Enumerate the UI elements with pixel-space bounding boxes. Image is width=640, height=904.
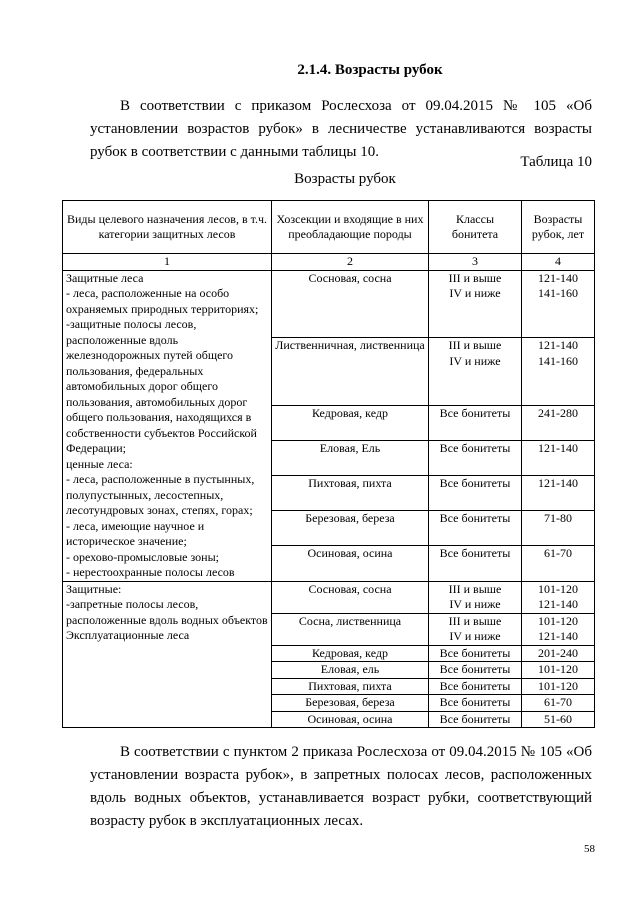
bonitet-class-value: Все бонитеты <box>439 406 511 421</box>
cutting-age-value: 141-160 <box>538 286 578 300</box>
species-section: Кедровая, кедр <box>272 645 429 662</box>
purpose-line: - леса, расположенные в пустынных, полупустынных, лесостепных, лесотундровых зонах, степях, горах; <box>66 472 255 517</box>
header-age: Возрасты рубок, лет <box>522 201 595 254</box>
cutting-age <box>522 338 595 406</box>
cutting-age <box>522 645 595 662</box>
cutting-age-value: 61-70 <box>544 546 572 561</box>
table-body <box>63 270 595 728</box>
cutting-age-value: 101-120 <box>538 678 578 693</box>
bonitet-class <box>429 476 522 511</box>
species-section: Сосна, лиственница <box>272 613 429 645</box>
bonitet-class <box>429 711 522 728</box>
table-title: Возрасты рубок <box>294 171 396 187</box>
cutting-age <box>522 711 595 728</box>
bonitet-class-value: IV и ниже <box>449 629 501 643</box>
bonitet-class-value: Все бонитеты <box>439 645 511 660</box>
purpose-line: -защитные полосы лесов, расположенные вдоль железнодорожных путей общего пользования, федеральных автомобильных дорог общего пользования, автомобильных дорог общего пользования, находящихся в собственности субъектов Российской Федерации; <box>66 317 257 455</box>
species-section: Сосновая, сосна <box>272 581 429 613</box>
bonitet-class <box>429 546 522 581</box>
cutting-age <box>522 678 595 695</box>
bonitet-class-value: III и выше <box>448 581 502 596</box>
bonitet-class <box>429 270 522 338</box>
purpose-line: - нерестоохранные полосы лесов <box>66 565 235 579</box>
bonitet-class <box>429 645 522 662</box>
table-header-row <box>63 201 595 254</box>
cutting-age <box>522 613 595 645</box>
cutting-age <box>522 511 595 546</box>
col-number: 4 <box>522 254 595 271</box>
section-heading: 2.1.4. Возрасты рубок <box>297 62 443 78</box>
col-number: 2 <box>272 254 429 271</box>
species-section: Сосновая, сосна <box>272 270 429 338</box>
cutting-age-value: 121-140 <box>538 476 578 491</box>
bonitet-class-value: Все бонитеты <box>439 678 511 693</box>
bonitet-class-value: III и выше <box>448 613 502 628</box>
cutting-age-value: 121-140 <box>538 597 578 611</box>
col-number: 3 <box>429 254 522 271</box>
cutting-age <box>522 270 595 338</box>
purpose-line: Защитные леса <box>66 270 144 285</box>
cutting-age-value: 121-140 <box>538 270 578 285</box>
header-class: Классы бонитета <box>429 201 522 254</box>
purpose-line: - леса, имеющие научное и историческое значение; <box>66 518 205 548</box>
species-section: Осиновая, осина <box>272 546 429 581</box>
cutting-age-value: 101-120 <box>538 662 578 676</box>
bonitet-class-value: Все бонитеты <box>439 695 511 709</box>
page-number: 58 <box>584 843 595 855</box>
bonitet-class-value: IV и ниже <box>449 286 501 300</box>
bonitet-class <box>429 338 522 406</box>
closing-paragraph: В соответствии с пунктом 2 приказа Рослесхоза от 09.04.2015 № 105 «Об установлении возраста рубок», в запретных полосах лесов, расположенных вдоль водных объектов, устанавливается возраст рубки, соответствующий возрасту рубок в эксплуатационных лесах. <box>90 744 592 829</box>
cutting-age <box>522 476 595 511</box>
cutting-age-value: 101-120 <box>538 581 578 596</box>
bonitet-class <box>429 613 522 645</box>
cutting-age-value: 201-240 <box>538 645 578 660</box>
table-row <box>63 270 595 338</box>
bonitet-class <box>429 441 522 476</box>
cutting-age-value: 141-160 <box>538 353 578 368</box>
species-section: Осиновая, осина <box>272 711 429 728</box>
bonitet-class-value: IV и ниже <box>449 597 501 611</box>
header-purpose: Виды целевого назначения лесов, в т.ч. категории защитных лесов <box>63 201 272 254</box>
species-section: Кедровая, кедр <box>272 406 429 441</box>
cutting-age <box>522 581 595 613</box>
cutting-age-value: 101-120 <box>538 613 578 628</box>
species-section: Пихтовая, пихта <box>272 476 429 511</box>
species-section: Пихтовая, пихта <box>272 678 429 695</box>
bonitet-class-value: Все бонитеты <box>439 476 511 491</box>
bonitet-class <box>429 678 522 695</box>
bonitet-class-value: Все бонитеты <box>439 662 511 676</box>
cutting-age-value: 121-140 <box>538 338 578 353</box>
purpose-line: Эксплуатационные леса <box>66 628 190 642</box>
bonitet-class-value: IV и ниже <box>449 353 501 368</box>
species-section: Березовая, береза <box>272 511 429 546</box>
purpose-line: Защитные: <box>66 581 122 596</box>
cutting-age-value: 61-70 <box>544 695 572 709</box>
purpose-description <box>63 581 272 728</box>
bonitet-class-value: Все бонитеты <box>439 711 511 726</box>
bonitet-class-value: III и выше <box>448 270 502 285</box>
table-row <box>63 581 595 613</box>
cutting-age <box>522 441 595 476</box>
bonitet-class-value: Все бонитеты <box>439 441 511 456</box>
bonitet-class-value: III и выше <box>448 338 502 353</box>
bonitet-class-value: Все бонитеты <box>439 511 511 526</box>
bonitet-class <box>429 695 522 712</box>
intro-paragraph: В соответствии с приказом Рослесхоза от 09.04.2015 № 105 «Об установлении возрастов рубок» в лесничестве устанавливаются возрасты рубок в соответствии с данными таблицы 10. <box>90 98 592 160</box>
cutting-age-table <box>62 200 595 728</box>
purpose-line: -запретные полосы лесов, расположенные вдоль водных объектов <box>66 597 268 627</box>
cutting-age-value: 121-140 <box>538 441 578 456</box>
purpose-line: - леса, расположенные на особо охраняемых природных территориях; <box>66 286 259 316</box>
bonitet-class-value: Все бонитеты <box>439 546 511 561</box>
col-number: 1 <box>63 254 272 271</box>
species-section: Еловая, ель <box>272 662 429 679</box>
cutting-age-value: 71-80 <box>544 511 572 526</box>
purpose-line: - орехово-промысловые зоны; <box>66 549 219 564</box>
species-section: Еловая, Ель <box>272 441 429 476</box>
bonitet-class <box>429 511 522 546</box>
header-section: Хозсекции и входящие в них преобладающие породы <box>272 201 429 254</box>
cutting-age <box>522 695 595 712</box>
bonitet-class <box>429 662 522 679</box>
bonitet-class <box>429 581 522 613</box>
cutting-age-value: 121-140 <box>538 629 578 643</box>
cutting-age-value: 241-280 <box>538 406 578 421</box>
cutting-age <box>522 662 595 679</box>
purpose-description <box>63 270 272 581</box>
bonitet-class <box>429 406 522 441</box>
species-section: Лиственничная, лиственница <box>272 338 429 406</box>
cutting-age <box>522 406 595 441</box>
cutting-age-value: 51-60 <box>544 711 572 726</box>
cutting-age <box>522 546 595 581</box>
purpose-line: ценные леса: <box>66 456 133 471</box>
table-label: Таблица 10 <box>520 154 592 170</box>
species-section: Березовая, береза <box>272 695 429 712</box>
column-number-row <box>63 254 595 271</box>
